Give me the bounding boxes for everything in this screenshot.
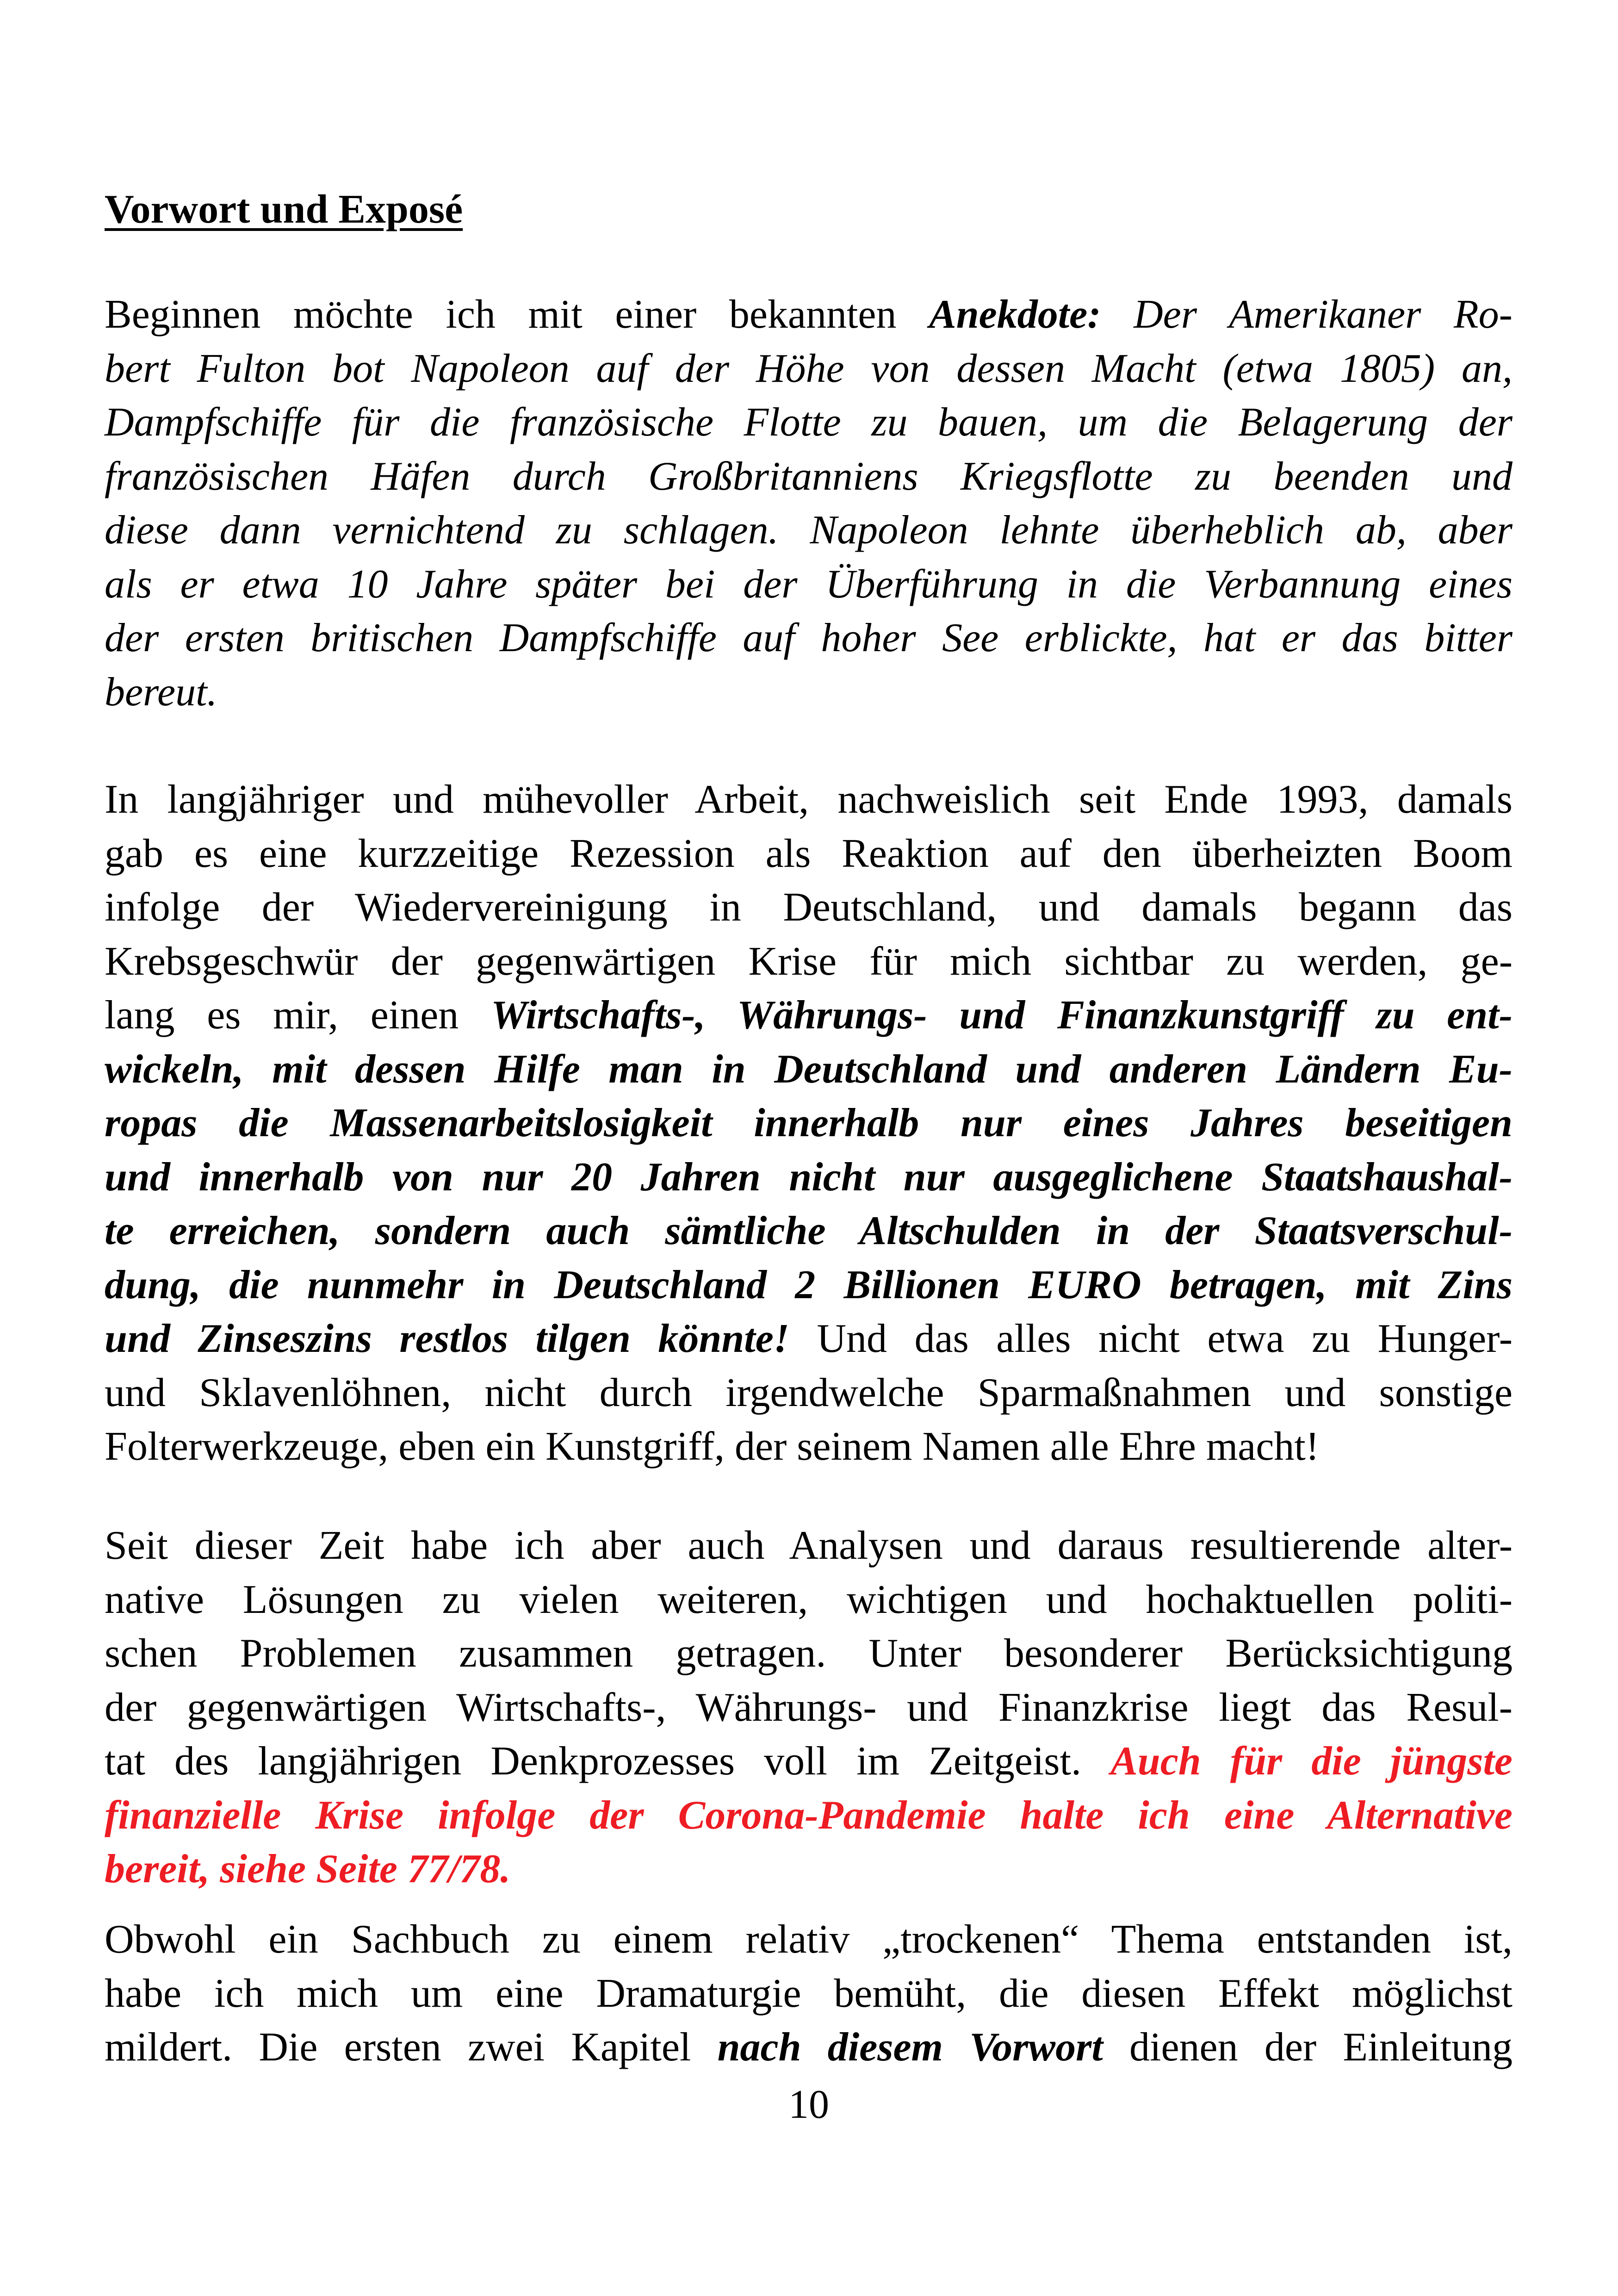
text-line: schen Problemen zusammen getragen. Unter besonderer Berücksichtigung <box>105 1631 1513 1676</box>
text-line: In langjähriger und mühevoller Arbeit, nachweislich seit Ende 1993, damals <box>105 777 1513 822</box>
text-line: Folterwerkzeuge, eben ein Kunstgriff, der seinem Namen alle Ehre macht! <box>105 1424 1320 1469</box>
paragraph-anecdote <box>105 288 1513 719</box>
text-line: infolge der Wiedervereinigung in Deutschland, und damals begann das <box>105 885 1513 930</box>
text-line <box>105 989 1513 1043</box>
text-line: Seit dieser Zeit habe ich aber auch Analysen und daraus resultierende alter- <box>105 1523 1513 1568</box>
page-number: 10 <box>788 2082 829 2127</box>
paragraph-work <box>105 773 1513 1474</box>
emphasis-run: und Zinseszins restlos tilgen könnte! <box>105 1316 790 1361</box>
text-line: der ersten britischen Dampfschiffe auf hoher See erblickte, hat er das bitter <box>105 616 1513 660</box>
text-run: Beginnen möchte ich mit einer bekannten <box>105 292 930 337</box>
text-line: te erreichen, sondern auch sämtliche Altschulden in der Staatsverschul- <box>105 1208 1513 1253</box>
paragraph-analyses <box>105 1519 1513 1897</box>
text-line: ropas die Massenarbeitslosigkeit innerhalb nur eines Jahres beseitigen <box>105 1101 1513 1145</box>
text-line: der gegenwärtigen Wirtschafts-, Währungs- und Finanzkrise liegt das Resul- <box>105 1685 1513 1730</box>
text-line <box>105 1312 1513 1366</box>
text-run: tat des langjährigen Denkprozesses voll im Zeitgeist. <box>105 1739 1111 1784</box>
text-run: lang es mir, einen <box>105 993 491 1038</box>
text-line: bert Fulton bot Napoleon auf der Höhe von dessen Macht (etwa 1805) an, <box>105 346 1513 391</box>
text-line: französischen Häfen durch Großbritanniens Kriegsflotte zu beenden und <box>105 454 1513 499</box>
text-run: mildert. Die ersten zwei Kapitel <box>105 2025 718 2070</box>
text-line: diese dann vernichtend zu schlagen. Napoleon lehnte überheblich ab, aber <box>105 508 1513 553</box>
text-run: Der Amerikaner Ro- <box>1101 292 1513 337</box>
text-line: und Sklavenlöhnen, nicht durch irgendwelche Sparmaßnahmen und sonstige <box>105 1370 1513 1415</box>
paragraph-dramaturgy <box>105 1913 1513 2075</box>
text-line: habe ich mich um eine Dramaturgie bemüht, die diesen Effekt möglichst <box>105 1971 1513 2016</box>
emphasis-run: Wirtschafts-, Währungs- und Finanzkunstgriff zu ent- <box>491 993 1513 1038</box>
text-line <box>105 2021 1513 2075</box>
text-line: und innerhalb von nur 20 Jahren nicht nur ausgeglichene Staatshaushal- <box>105 1154 1513 1200</box>
text-line: bereut. <box>105 669 217 715</box>
red-emphasis-run: Auch für die jüngste <box>1110 1739 1513 1784</box>
text-line: native Lösungen zu vielen weiteren, wichtigen und hochaktuellen politi- <box>105 1577 1513 1622</box>
text-run: dienen der Einleitung <box>1103 2025 1513 2070</box>
text-line <box>105 1735 1513 1789</box>
text-line: Dampfschiffe für die französische Flotte zu bauen, um die Belagerung der <box>105 400 1513 445</box>
text-line: bereit, siehe Seite 77/78. <box>105 1847 511 1892</box>
text-line: dung, die nunmehr in Deutschland 2 Billionen EURO betragen, mit Zins <box>105 1262 1513 1307</box>
emphasis-anekdote: Anekdote: <box>929 292 1101 337</box>
text-line: als er etwa 10 Jahre später bei der Überführung in die Verbannung eines <box>105 561 1513 607</box>
emphasis-run: nach diesem Vorwort <box>717 2025 1103 2070</box>
text-run: Und das alles nicht etwa zu Hunger- <box>789 1316 1513 1361</box>
text-line: finanzielle Krise infolge der Corona-Pandemie halte ich eine Alternative <box>105 1792 1513 1838</box>
text-line: wickeln, mit dessen Hilfe man in Deutschland und anderen Ländern Eu- <box>105 1046 1513 1092</box>
text-line <box>105 288 1513 342</box>
page-title: Vorwort und Exposé <box>105 187 463 232</box>
text-line: gab es eine kurzzeitige Rezession als Reaktion auf den überheizten Boom <box>105 831 1513 876</box>
text-line: Krebsgeschwür der gegenwärtigen Krise für mich sichtbar zu werden, ge- <box>105 939 1513 984</box>
text-line: Obwohl ein Sachbuch zu einem relativ „trockenen“ Thema entstanden ist, <box>105 1917 1513 1962</box>
